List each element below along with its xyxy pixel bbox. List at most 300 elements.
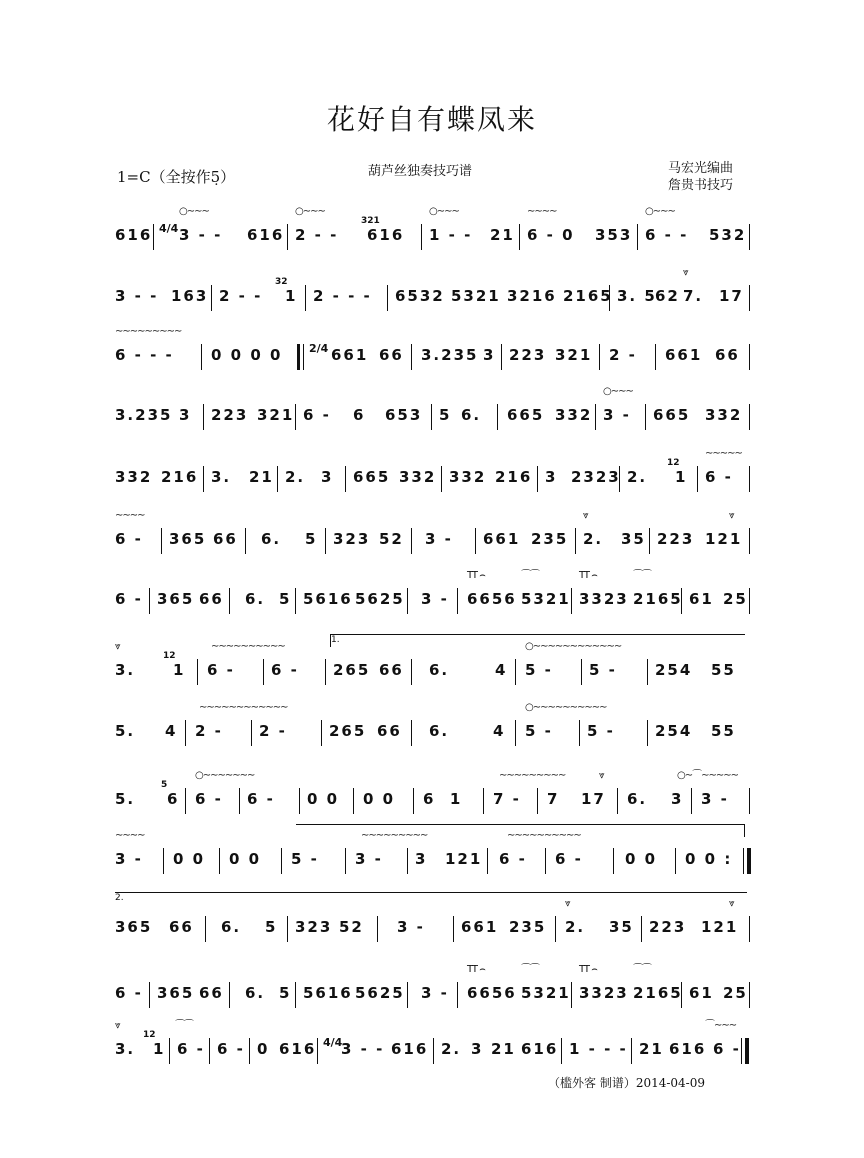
grace-note: 5 bbox=[161, 780, 168, 790]
note-group: 17 bbox=[581, 790, 606, 808]
note-group: 665 bbox=[353, 468, 391, 486]
note-group: 235 bbox=[531, 530, 569, 548]
note-group: 3 - bbox=[603, 406, 631, 424]
note-group: 3 - bbox=[397, 918, 425, 936]
note-group: 532 bbox=[709, 226, 747, 244]
mordent-ornament: ⩔ bbox=[683, 267, 688, 278]
barline bbox=[487, 848, 488, 874]
note-group: 5321 bbox=[521, 590, 571, 608]
note-group: 3323 bbox=[579, 590, 629, 608]
barline bbox=[411, 659, 412, 685]
note-group: 2 - - bbox=[295, 226, 339, 244]
time-signature: 4/4 bbox=[159, 222, 179, 235]
trill-ornament: ○∼∼∼ bbox=[295, 206, 325, 217]
barline bbox=[251, 720, 252, 746]
note-group: 3 - bbox=[421, 590, 449, 608]
barline bbox=[345, 848, 346, 874]
volta-bracket-2 bbox=[115, 892, 747, 905]
note-group: 66 bbox=[715, 346, 740, 364]
note-group: 3 bbox=[321, 468, 334, 486]
note-group: 25 bbox=[723, 590, 748, 608]
note-group: 5321 bbox=[451, 287, 501, 305]
note-group: 3. bbox=[211, 468, 232, 486]
barline bbox=[457, 588, 458, 614]
barline bbox=[281, 848, 282, 874]
barline bbox=[619, 466, 620, 492]
barline bbox=[599, 344, 600, 370]
barline bbox=[749, 788, 750, 814]
barline bbox=[749, 916, 750, 942]
note-group: 2. bbox=[285, 468, 306, 486]
note-group: 2 - bbox=[259, 722, 287, 740]
note-group: 365 bbox=[169, 530, 207, 548]
note-group: 365 bbox=[157, 984, 195, 1002]
trill-ornament: ∼∼∼∼∼∼∼∼∼∼ bbox=[211, 641, 285, 652]
trill-ornament: ∼∼∼∼ bbox=[115, 830, 145, 841]
note-group: 321 bbox=[555, 346, 593, 364]
barline bbox=[161, 528, 162, 554]
note-group: 216 bbox=[495, 468, 533, 486]
barline bbox=[575, 528, 576, 554]
barline bbox=[749, 224, 750, 250]
barline bbox=[407, 848, 408, 874]
barline bbox=[613, 848, 614, 874]
note-group: 6 bbox=[167, 790, 180, 808]
barline bbox=[749, 466, 750, 492]
note-group: 6656 bbox=[467, 590, 517, 608]
barline bbox=[169, 1038, 170, 1064]
note-group: 6. bbox=[461, 406, 482, 424]
barline bbox=[205, 916, 206, 942]
staff-row-13 bbox=[115, 964, 750, 1020]
note-group: 332 bbox=[555, 406, 593, 424]
barline bbox=[537, 788, 538, 814]
note-group: 121 bbox=[705, 530, 743, 548]
barline bbox=[655, 344, 656, 370]
note-group: 6532 bbox=[395, 287, 445, 305]
note-group: 55 bbox=[711, 661, 736, 679]
note-group: 5 bbox=[279, 590, 292, 608]
note-group: 3 - bbox=[421, 984, 449, 1002]
barline bbox=[595, 404, 596, 430]
note-group: 6 - bbox=[115, 530, 143, 548]
score-title: 花好自有蝶凤来 bbox=[326, 103, 537, 136]
note-group: 0 0 bbox=[173, 850, 206, 868]
note-group: 223 bbox=[649, 918, 687, 936]
barline bbox=[741, 1038, 742, 1064]
barline bbox=[561, 1038, 562, 1064]
barline bbox=[749, 285, 750, 311]
note-group: 0 0 bbox=[625, 850, 658, 868]
barline bbox=[317, 1038, 318, 1064]
note-group: 21 bbox=[491, 1040, 516, 1058]
note-group: 3 bbox=[545, 468, 558, 486]
note-group: 1 bbox=[173, 661, 186, 679]
note-group: 616 bbox=[279, 1040, 317, 1058]
note-group: 5 - bbox=[587, 722, 615, 740]
trill-ornament: ∼∼∼∼∼ bbox=[705, 448, 742, 459]
grace-note: 321 bbox=[361, 216, 380, 226]
note-group: 3 bbox=[671, 790, 684, 808]
barline bbox=[287, 224, 288, 250]
barline bbox=[497, 404, 498, 430]
barline bbox=[209, 1038, 210, 1064]
note-group: 6. bbox=[245, 984, 266, 1002]
barline bbox=[691, 788, 692, 814]
trill-ornament: ⌒∼∼∼ bbox=[705, 1020, 737, 1031]
note-group: 3 - bbox=[701, 790, 729, 808]
note-group: 353 bbox=[595, 226, 633, 244]
note-group: 332 bbox=[115, 468, 153, 486]
note-group: 0 0 0 0 bbox=[211, 346, 283, 364]
barline bbox=[263, 659, 264, 685]
note-group: 4 bbox=[165, 722, 178, 740]
note-group: 6 - bbox=[271, 661, 299, 679]
barline bbox=[441, 466, 442, 492]
staff-row-8 bbox=[115, 641, 750, 697]
note-group: 216 bbox=[161, 468, 199, 486]
trill-ornament: ○∼⌒∼∼∼∼∼ bbox=[677, 770, 738, 781]
credits bbox=[668, 160, 733, 194]
grace-note: 12 bbox=[667, 458, 680, 468]
barline bbox=[345, 466, 346, 492]
barline bbox=[749, 404, 750, 430]
note-group: 665 bbox=[507, 406, 545, 424]
note-group: 3 bbox=[415, 850, 428, 868]
barline bbox=[407, 588, 408, 614]
barline bbox=[749, 344, 750, 370]
note-group: 321 bbox=[257, 406, 295, 424]
barline bbox=[387, 285, 388, 311]
time-signature: 2/4 bbox=[309, 342, 329, 355]
barline bbox=[501, 344, 502, 370]
barline bbox=[299, 788, 300, 814]
note-group: 5616 bbox=[303, 984, 353, 1002]
staff-row-1 bbox=[115, 206, 750, 262]
staff-row-10 bbox=[115, 770, 750, 826]
note-group: 66 bbox=[199, 984, 224, 1002]
note-group: 2. bbox=[583, 530, 604, 548]
note-group: 6 - bbox=[555, 850, 583, 868]
note-group: 61 bbox=[689, 984, 714, 1002]
barline bbox=[203, 404, 204, 430]
score-subtitle: 葫芦丝独奏技巧谱 bbox=[368, 164, 473, 179]
note-group: 3 - bbox=[355, 850, 383, 868]
barline bbox=[287, 916, 288, 942]
note-group: 6 bbox=[353, 406, 366, 424]
barline bbox=[303, 344, 304, 370]
note-group: 3 - bbox=[425, 530, 453, 548]
time-signature: 4/4 bbox=[323, 1036, 343, 1049]
note-group: 62 bbox=[655, 287, 680, 305]
note-group: 7 - bbox=[493, 790, 521, 808]
note-group: 6 - bbox=[207, 661, 235, 679]
note-group: 1 bbox=[285, 287, 298, 305]
mordent-ornament: ⩔ bbox=[729, 510, 734, 521]
note-group: 3 - - bbox=[179, 226, 223, 244]
note-group: 6 - bbox=[705, 468, 733, 486]
grace-note: 12 bbox=[163, 651, 176, 661]
trill-ornament: ○∼∼∼∼∼∼∼∼∼∼∼∼ bbox=[525, 641, 622, 652]
barline bbox=[675, 848, 676, 874]
barline bbox=[647, 720, 648, 746]
barline bbox=[219, 848, 220, 874]
staff-row-2 bbox=[115, 267, 750, 323]
note-group: 616 bbox=[115, 226, 153, 244]
barline bbox=[413, 788, 414, 814]
note-group: 21 bbox=[249, 468, 274, 486]
key-signature: 1=C（全按作5̣） bbox=[117, 168, 236, 186]
note-group: 3. 5 bbox=[617, 287, 657, 305]
note-group: 6. bbox=[627, 790, 648, 808]
tongue-ornament: TT ⌢ bbox=[467, 570, 485, 581]
note-group: 2. bbox=[441, 1040, 462, 1058]
note-group: 332 bbox=[449, 468, 487, 486]
note-group: 0 0 bbox=[307, 790, 340, 808]
barline bbox=[649, 528, 650, 554]
note-group: 52 bbox=[339, 918, 364, 936]
note-group: 5. bbox=[115, 790, 136, 808]
staff-row-3 bbox=[115, 326, 750, 382]
note-group: 3 bbox=[179, 406, 192, 424]
note-group: 121 bbox=[445, 850, 483, 868]
barline bbox=[645, 404, 646, 430]
trill-ornament: ○∼∼∼ bbox=[645, 206, 675, 217]
barline bbox=[571, 588, 572, 614]
note-group: 6 - - - bbox=[115, 346, 174, 364]
barline bbox=[185, 788, 186, 814]
barline bbox=[407, 982, 408, 1008]
note-group: 2 - - bbox=[219, 287, 263, 305]
note-group: 661 bbox=[331, 346, 369, 364]
note-group: 5 - bbox=[291, 850, 319, 868]
note-group: 5 bbox=[279, 984, 292, 1002]
note-group: 6. bbox=[261, 530, 282, 548]
note-group: 5 - bbox=[525, 661, 553, 679]
note-group: 66 bbox=[379, 661, 404, 679]
barline bbox=[749, 588, 750, 614]
note-group: 2. bbox=[565, 918, 586, 936]
note-group: 6 - bbox=[115, 984, 143, 1002]
note-group: 323 bbox=[295, 918, 333, 936]
note-group: 3.235 bbox=[421, 346, 479, 364]
note-group: 3323 bbox=[579, 984, 629, 1002]
note-group: 0 0 bbox=[363, 790, 396, 808]
note-group: 25 bbox=[723, 984, 748, 1002]
note-group: 5 bbox=[305, 530, 318, 548]
barline bbox=[609, 285, 610, 311]
note-group: 4 bbox=[495, 661, 508, 679]
barline bbox=[515, 720, 516, 746]
note-group: 616 bbox=[391, 1040, 429, 1058]
barline bbox=[325, 528, 326, 554]
note-group: 35 bbox=[609, 918, 634, 936]
note-group: 66 bbox=[377, 722, 402, 740]
note-group: 6 - bbox=[499, 850, 527, 868]
barline bbox=[295, 404, 296, 430]
note-group: 55 bbox=[711, 722, 736, 740]
note-group: 2 - bbox=[609, 346, 637, 364]
note-group: 235 bbox=[509, 918, 547, 936]
note-group: 3 bbox=[483, 346, 496, 364]
note-group: 5 - bbox=[589, 661, 617, 679]
slur-ornament: ⌒⌒ bbox=[633, 964, 651, 975]
staff-row-12 bbox=[115, 898, 750, 954]
barline bbox=[571, 982, 572, 1008]
note-group: 6 - - bbox=[645, 226, 689, 244]
note-group: 5321 bbox=[521, 984, 571, 1002]
barline bbox=[637, 224, 638, 250]
tongue-ornament: TT ⌢ bbox=[579, 570, 597, 581]
barline bbox=[249, 1038, 250, 1064]
staff-row-6 bbox=[115, 510, 750, 566]
note-group: 66 bbox=[169, 918, 194, 936]
repeat-start-barline bbox=[297, 344, 300, 370]
staff-row-9 bbox=[115, 702, 750, 758]
note-group: 223 bbox=[211, 406, 249, 424]
mordent-ornament: ⩔ bbox=[565, 898, 570, 909]
barline bbox=[631, 1038, 632, 1064]
note-group: 0 0 bbox=[229, 850, 262, 868]
note-group: 5616 bbox=[303, 590, 353, 608]
note-group: 5. bbox=[115, 722, 136, 740]
note-group: 223 bbox=[509, 346, 547, 364]
barline bbox=[229, 982, 230, 1008]
note-group: 21 bbox=[490, 226, 515, 244]
note-group: 5 - bbox=[525, 722, 553, 740]
barline bbox=[153, 224, 154, 250]
note-group: 3. bbox=[115, 661, 136, 679]
note-group: 3 - bbox=[115, 850, 143, 868]
note-group: 66 bbox=[379, 346, 404, 364]
barline bbox=[515, 659, 516, 685]
mordent-ornament: ⩔ bbox=[115, 641, 120, 652]
note-group: 365 bbox=[115, 918, 153, 936]
trill-ornament: ∼∼∼∼ bbox=[527, 206, 557, 217]
note-group: 1 bbox=[153, 1040, 166, 1058]
barline bbox=[431, 404, 432, 430]
trill-ornament: ○∼∼∼ bbox=[179, 206, 209, 217]
note-group: 2165 bbox=[563, 287, 613, 305]
barline bbox=[433, 1038, 434, 1064]
barline bbox=[277, 466, 278, 492]
note-group: 3.235 bbox=[115, 406, 173, 424]
barline bbox=[377, 916, 378, 942]
staff-row-4 bbox=[115, 386, 750, 442]
trill-ornament: ∼∼∼∼∼∼∼∼∼∼ bbox=[507, 830, 581, 841]
note-group: 2165 bbox=[633, 590, 683, 608]
footer-note: （槛外客 制谱）2014-04-09 bbox=[548, 1076, 706, 1090]
note-group: 2165 bbox=[633, 984, 683, 1002]
note-group: 661 bbox=[483, 530, 521, 548]
technique-credit: 詹贵书技巧 bbox=[668, 178, 734, 193]
barline bbox=[149, 588, 150, 614]
note-group: 616 bbox=[521, 1040, 559, 1058]
barline bbox=[749, 528, 750, 554]
barline bbox=[353, 788, 354, 814]
mordent-ornament: ⩔ bbox=[729, 898, 734, 909]
note-group: 254 bbox=[655, 722, 693, 740]
barline bbox=[211, 285, 212, 311]
trill-ornament: ○∼∼∼∼∼∼∼ bbox=[195, 770, 255, 781]
barline bbox=[617, 788, 618, 814]
slur-ornament: ⌒⌒ bbox=[521, 964, 539, 975]
note-group: 6 - bbox=[303, 406, 331, 424]
barline bbox=[149, 982, 150, 1008]
note-group: 6. bbox=[221, 918, 242, 936]
note-group: 4 bbox=[493, 722, 506, 740]
note-group: 6 - 0 bbox=[527, 226, 575, 244]
note-group: 3 - - bbox=[341, 1040, 385, 1058]
note-group: 365 bbox=[157, 590, 195, 608]
barline bbox=[681, 588, 682, 614]
barline bbox=[743, 848, 744, 874]
staff-row-14 bbox=[115, 1020, 750, 1076]
tongue-ornament: TT ⌢ bbox=[467, 964, 485, 975]
note-group: 61 bbox=[689, 590, 714, 608]
note-group: 2323 bbox=[571, 468, 621, 486]
barline bbox=[681, 982, 682, 1008]
slur-ornament: ⌒⌒ bbox=[633, 570, 651, 581]
note-group: 323 bbox=[333, 530, 371, 548]
note-group: 3 bbox=[471, 1040, 484, 1058]
barline bbox=[245, 528, 246, 554]
barline bbox=[537, 466, 538, 492]
note-group: 661 bbox=[665, 346, 703, 364]
trill-ornament: ∼∼∼∼∼∼∼∼∼ bbox=[499, 770, 566, 781]
trill-ornament: ∼∼∼∼∼∼∼∼∼ bbox=[361, 830, 428, 841]
note-group: 5625 bbox=[355, 590, 405, 608]
note-group: 21 bbox=[639, 1040, 664, 1058]
note-group: 1 - - bbox=[429, 226, 473, 244]
barline bbox=[475, 528, 476, 554]
staff-row-11 bbox=[115, 830, 750, 886]
tongue-ornament: TT ⌢ bbox=[579, 964, 597, 975]
barline bbox=[239, 788, 240, 814]
note-group: 6656 bbox=[467, 984, 517, 1002]
note-group: 0 0 : bbox=[685, 850, 733, 868]
barline bbox=[647, 659, 648, 685]
note-group: 616 bbox=[247, 226, 285, 244]
barline bbox=[411, 720, 412, 746]
final-barline bbox=[745, 1038, 749, 1064]
barline bbox=[421, 224, 422, 250]
note-group: 665 bbox=[653, 406, 691, 424]
note-group: 7. bbox=[683, 287, 704, 305]
note-group: 2 - - - bbox=[313, 287, 372, 305]
barline bbox=[411, 528, 412, 554]
note-group: 6 - bbox=[177, 1040, 205, 1058]
note-group: 3. bbox=[115, 1040, 136, 1058]
note-group: 1 - - - bbox=[569, 1040, 628, 1058]
barline bbox=[457, 982, 458, 1008]
note-group: 254 bbox=[655, 661, 693, 679]
note-group: 332 bbox=[705, 406, 743, 424]
staff-row-7 bbox=[115, 570, 750, 626]
note-group: 6. bbox=[429, 661, 450, 679]
barline bbox=[163, 848, 164, 874]
note-group: 6 - bbox=[195, 790, 223, 808]
barline bbox=[579, 720, 580, 746]
barline bbox=[411, 344, 412, 370]
note-group: 163 bbox=[171, 287, 209, 305]
barline bbox=[229, 588, 230, 614]
note-group: 3216 bbox=[507, 287, 557, 305]
note-group: 332 bbox=[399, 468, 437, 486]
barline bbox=[325, 659, 326, 685]
trill-ornament: ∼∼∼∼∼∼∼∼∼ bbox=[115, 326, 182, 337]
barline bbox=[305, 285, 306, 311]
